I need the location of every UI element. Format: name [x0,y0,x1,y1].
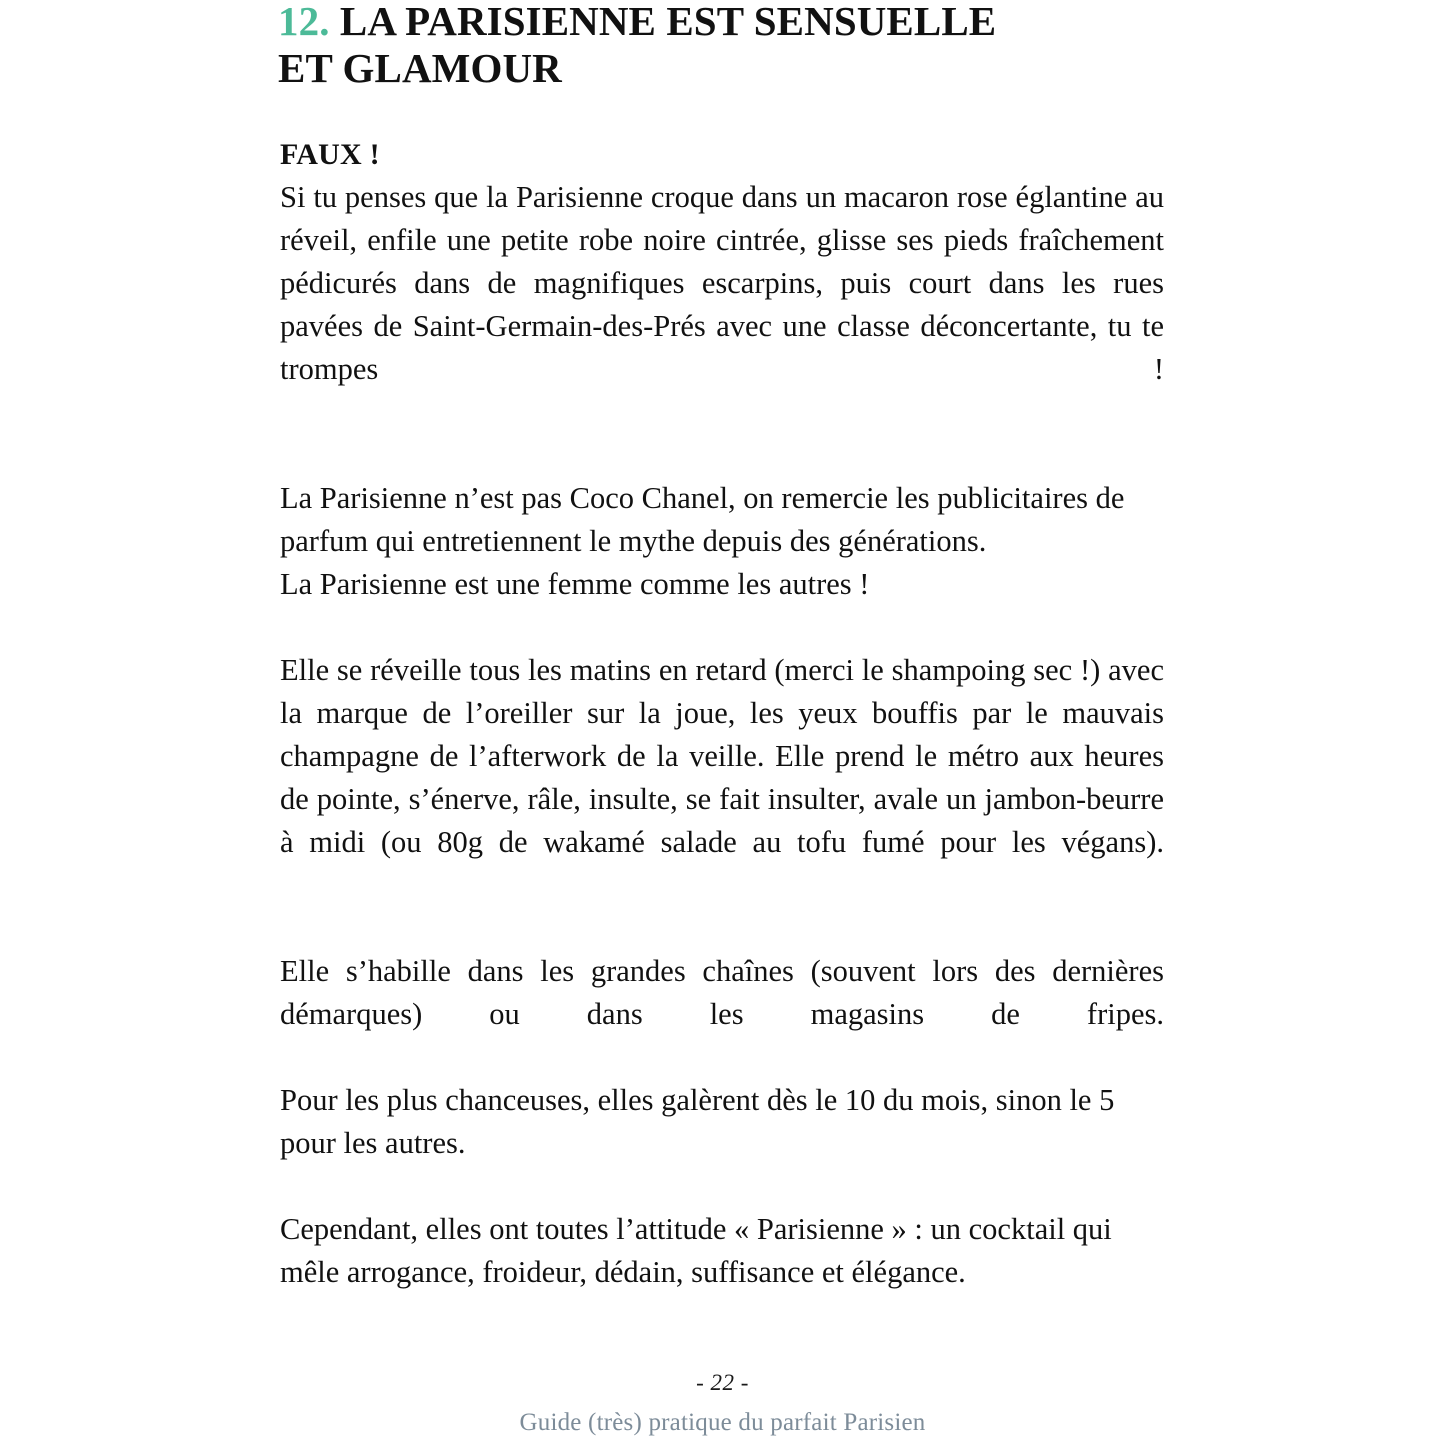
paragraph-spacer [280,907,1164,950]
paragraph-spacer [280,606,1164,649]
paragraph-2: La Parisienne n’est pas Coco Chanel, on remercie les publicitaires de parfum qui entretiennent le mythe depuis des générations. [280,481,1125,558]
paragraph-1: Si tu penses que la Parisienne croque dans un macaron rose églantine au réveil, enfile une petite robe noire cintrée, glisse ses pieds fraîchement pédicurés dans de magnifiques escarpins, puis court dans les rues pavées de Saint-Germain-des-Prés avec une classe déconcertante, tu te trompes ! [280,180,1164,386]
chapter-title-line-1: LA PARISIENNE EST SENSUELLE [339,0,997,44]
page-number: - 22 - [696,1370,749,1395]
paragraph-3: La Parisienne est une femme comme les autres ! [280,567,870,601]
paragraph-spacer [280,1165,1164,1208]
chapter-title-line-2: ET GLAMOUR [278,45,562,91]
chapter-number: 12. [278,0,330,44]
paragraph-6: Pour les plus chanceuses, elles galèrent dès le 10 du mois, sinon le 5 pour les autres. [280,1083,1115,1160]
paragraph-7: Cependant, elles ont toutes l’attitude « Parisienne » : un cocktail qui mêle arrogance, froideur, dédain, suffisance et élégance. [280,1212,1112,1289]
body-text-block [280,133,1164,1294]
paragraph-4: Elle se réveille tous les matins en retard (merci le shampoing sec !) avec la marque de l’oreiller sur la joue, les yeux bouffis par le mauvais champagne de l’afterwork de la veille. Elle prend le métro aux heures de pointe, s’énerve, râle, insulte, se fait insulter, avale un jambon-beurre à midi (ou 80g de wakamé salade au tofu fumé pour les végans). [280,653,1164,859]
paragraph-spacer [280,434,1164,477]
lead-label-faux: FAUX ! [280,138,380,171]
page-footer [0,1368,1445,1440]
page-title [278,0,1178,92]
footer-book-title: Guide (très) pratique du parfait Parisien [519,1409,926,1436]
paragraph-5: Elle s’habille dans les grandes chaînes (souvent lors des dernières démarques) ou dans les magasins de fripes. [280,954,1164,1031]
